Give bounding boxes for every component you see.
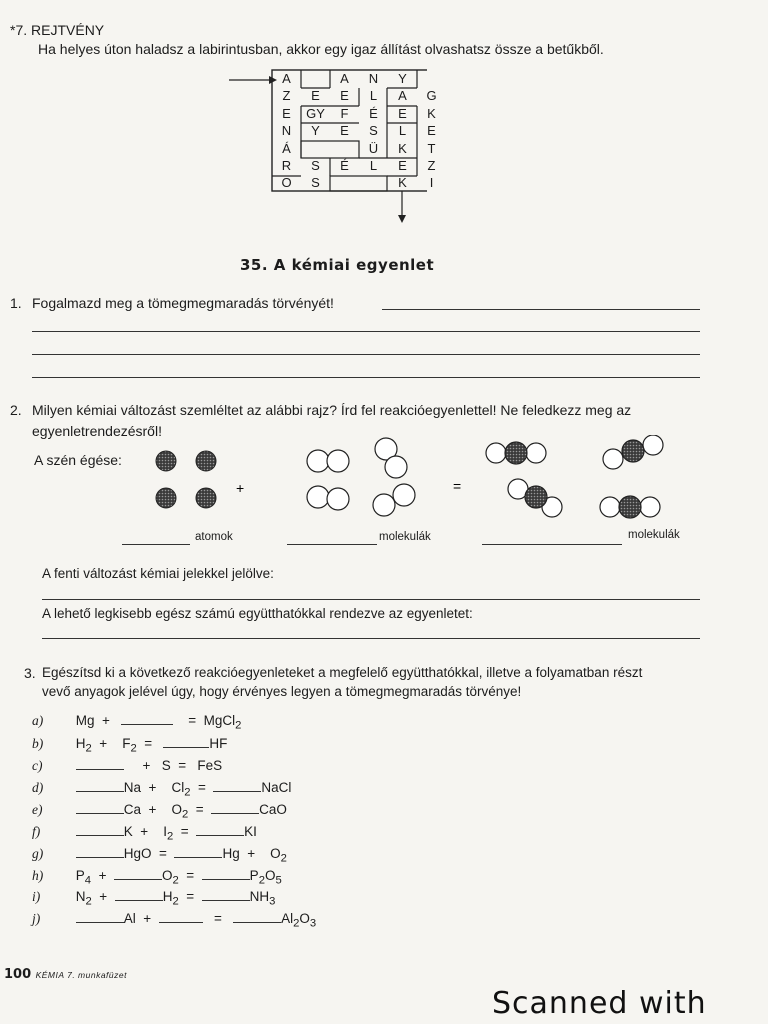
maze-cell: N bbox=[368, 71, 379, 86]
maze-cell: É bbox=[369, 105, 378, 121]
maze-cell: L bbox=[398, 123, 407, 139]
q2-marked-text: A fenti változást kémiai jelekkel jelölve: bbox=[42, 566, 274, 581]
blank[interactable] bbox=[76, 823, 124, 836]
blank[interactable] bbox=[163, 735, 209, 748]
maze-cell: E bbox=[282, 105, 291, 121]
maze-cell: E bbox=[398, 158, 407, 173]
q1-text: Fogalmazd meg a tömegmegmaradás törvényét! bbox=[32, 295, 334, 311]
q1-answer-line-4[interactable] bbox=[32, 377, 700, 378]
q3-text-line1: Egészítsd ki a következő reakcióegyenleteket a megfelelő együtthatókkal, illetve a folyamatban részt bbox=[42, 665, 643, 680]
equation-c: c) + S = FeS bbox=[32, 758, 223, 773]
blank[interactable] bbox=[76, 757, 124, 770]
maze-cell: Y bbox=[311, 123, 320, 139]
maze-cell: Ü bbox=[368, 140, 379, 156]
task7-title: *7. REJTVÉNY bbox=[10, 22, 105, 38]
oxygen-molecule bbox=[307, 486, 349, 510]
q2-label: A szén égése: bbox=[34, 452, 122, 468]
blank[interactable] bbox=[76, 779, 124, 792]
maze-cell: N bbox=[281, 123, 292, 139]
section-title: 35. A kémiai egyenlet bbox=[240, 256, 435, 274]
atoms-count-blank[interactable] bbox=[122, 544, 190, 545]
carbon-atom bbox=[156, 488, 176, 508]
co2-molecule bbox=[486, 442, 546, 464]
maze-cell: A bbox=[340, 71, 349, 86]
page-number: 100 bbox=[4, 967, 32, 982]
co2-molecule bbox=[603, 435, 663, 469]
maze-cell: K bbox=[398, 140, 407, 156]
maze-cell: Á bbox=[282, 140, 291, 156]
combustion-diagram bbox=[140, 435, 700, 525]
q2-ordered-answer-line[interactable] bbox=[42, 638, 700, 639]
maze-cell: L bbox=[369, 158, 378, 173]
maze-cell: R bbox=[281, 158, 292, 173]
blank[interactable] bbox=[76, 801, 124, 814]
maze-cell: GY bbox=[306, 105, 325, 121]
carbon-atom bbox=[156, 451, 176, 471]
equation-h: h) $P_4 + O_2 = P_2O_5$ bbox=[32, 868, 282, 887]
q1-answer-line-1[interactable] bbox=[382, 309, 700, 310]
q1-answer-line-2[interactable] bbox=[32, 331, 700, 332]
blank[interactable] bbox=[202, 888, 250, 901]
maze-cell: E bbox=[398, 105, 407, 121]
oxygen-molecule bbox=[373, 484, 415, 516]
q2-ordered-text: A lehető legkisebb egész számú együtthatókkal rendezve az egyenletet: bbox=[42, 606, 473, 621]
maze-cell: E bbox=[427, 123, 436, 139]
blank[interactable] bbox=[196, 823, 244, 836]
maze-cell: Y bbox=[398, 71, 407, 86]
co2-molecule bbox=[508, 479, 562, 517]
equation-g: g) HgO = Hg + $O_2$ bbox=[32, 846, 287, 865]
q1-number: 1. bbox=[10, 295, 22, 311]
atoms-label: atomok bbox=[195, 531, 233, 543]
scan-watermark: Scanned with bbox=[492, 986, 707, 1021]
maze-cell: K bbox=[427, 105, 436, 121]
carbon-atom bbox=[196, 451, 216, 471]
book-title: KÉMIA 7. munkafüzet bbox=[35, 970, 127, 980]
blank[interactable] bbox=[121, 712, 173, 725]
equation-f: f) K + $I_2$ = KI bbox=[32, 824, 257, 843]
blank[interactable] bbox=[76, 910, 124, 923]
equation-i: i) $N_2 + H_2 = NH_3$ bbox=[32, 889, 276, 908]
maze-cell: E bbox=[340, 123, 349, 139]
q3-text-line2: vevő anyagok jelével úgy, hogy érvényes legyen a tömegmegmaradás törvénye! bbox=[42, 684, 522, 699]
equation-b: b) $H_2$ + $F_2$ = HF bbox=[32, 736, 228, 755]
maze-cell: O bbox=[281, 175, 292, 191]
blank[interactable] bbox=[174, 845, 222, 858]
task7-instruction: Ha helyes úton haladsz a labirintusban, akkor egy igaz állítást olvashatsz össze a betűkből. bbox=[38, 41, 604, 57]
blank[interactable] bbox=[233, 910, 281, 923]
blank[interactable] bbox=[115, 888, 163, 901]
q2-marked-answer-line[interactable] bbox=[42, 599, 700, 600]
q3-number: 3. bbox=[24, 665, 36, 681]
maze-cell: Z bbox=[427, 158, 436, 173]
equation-j: j) Al + = $Al_2O_3$ bbox=[32, 911, 317, 930]
footer bbox=[4, 965, 127, 983]
maze-cell: S bbox=[369, 123, 378, 139]
maze-cell: A bbox=[282, 71, 291, 86]
blank[interactable] bbox=[211, 801, 259, 814]
oxygen-molecule bbox=[307, 450, 349, 472]
blank[interactable] bbox=[159, 910, 203, 923]
co2-molecule bbox=[600, 496, 660, 518]
molecules-count-blank-2[interactable] bbox=[482, 544, 622, 545]
equation-d: d) Na + $Cl_2$ = NaCl bbox=[32, 780, 292, 799]
maze-letters bbox=[272, 71, 446, 193]
molecules-label-1: molekulák bbox=[379, 531, 431, 543]
equals-sign: = bbox=[453, 478, 462, 494]
blank[interactable] bbox=[213, 779, 261, 792]
q2-text-line1: Milyen kémiai változást szemléltet az alábbi rajz? Írd fel reakcióegyenlettel! Ne feledkezz meg az bbox=[32, 402, 632, 418]
equation-a: a) Mg + = MgCl$_2$ bbox=[32, 713, 242, 732]
plus-sign: + bbox=[236, 480, 245, 496]
maze-cell: T bbox=[427, 140, 436, 156]
maze-cell: I bbox=[429, 175, 434, 191]
maze-cell: S bbox=[311, 158, 320, 173]
maze-cell: Z bbox=[282, 88, 291, 104]
q1-answer-line-3[interactable] bbox=[32, 354, 700, 355]
molecules-count-blank-1[interactable] bbox=[287, 544, 377, 545]
maze-cell: S bbox=[311, 175, 320, 191]
blank[interactable] bbox=[76, 845, 124, 858]
q2-text-line2: egyenletrendezésről! bbox=[32, 423, 162, 439]
blank[interactable] bbox=[114, 867, 162, 880]
maze-cell: L bbox=[369, 88, 378, 104]
oxygen-molecule bbox=[375, 438, 407, 478]
maze-cell: F bbox=[340, 105, 349, 121]
maze-cell: É bbox=[340, 158, 349, 173]
molecules-label-2: molekulák bbox=[628, 529, 680, 541]
maze-cell: G bbox=[426, 88, 437, 104]
maze-cell: K bbox=[398, 175, 407, 191]
equation-e: e) Ca + $O_2$ = CaO bbox=[32, 802, 287, 821]
blank[interactable] bbox=[202, 867, 250, 880]
maze-cell: E bbox=[340, 88, 349, 104]
carbon-atom bbox=[196, 488, 216, 508]
maze-cell: A bbox=[398, 88, 407, 104]
maze-cell: E bbox=[311, 88, 320, 104]
q2-number: 2. bbox=[10, 402, 22, 418]
